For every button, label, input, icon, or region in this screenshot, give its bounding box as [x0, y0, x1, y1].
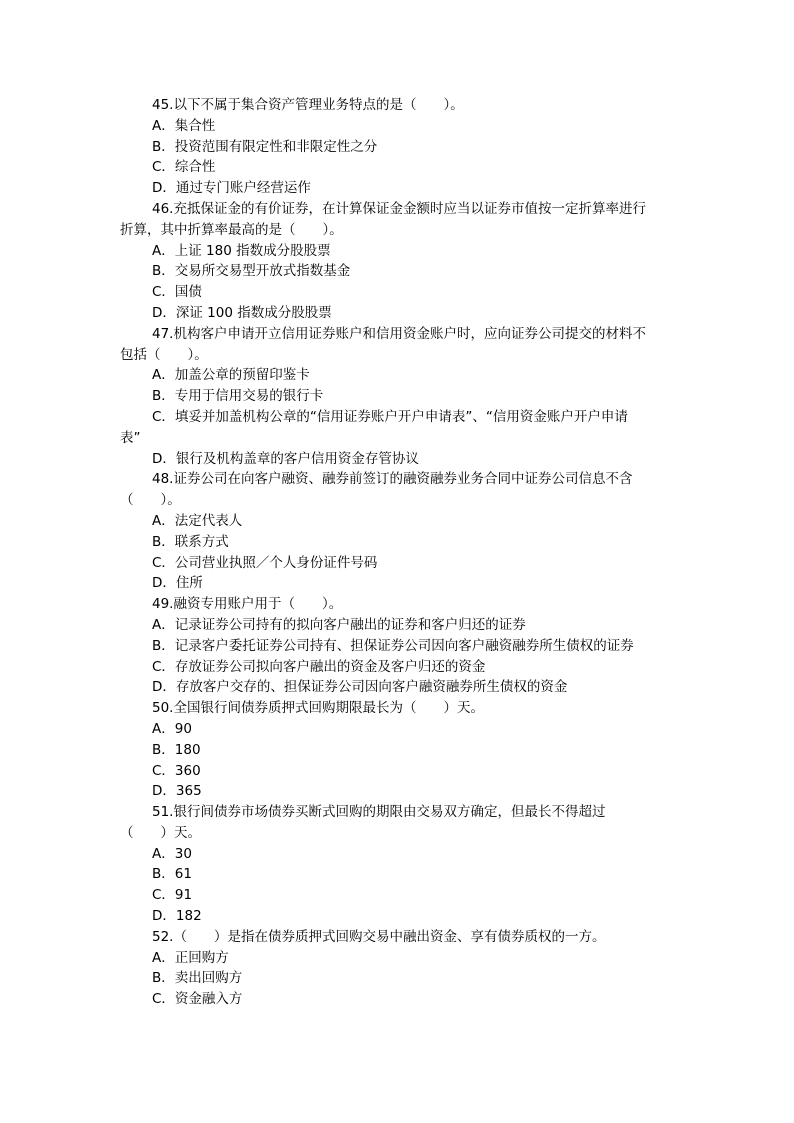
question-46-stem: 46.充抵保证金的有价证券，在计算保证金金额时应当以证券市值按一定折算率进行	[152, 200, 646, 217]
question-48-stem-cont: （ ）。	[120, 492, 181, 509]
question-51-option-a: A．30	[152, 845, 192, 862]
question-47-option-a: A．加盖公章的预留印鉴卡	[152, 367, 310, 384]
question-46-option-a: A．上证 180 指数成分股股票	[152, 242, 331, 259]
question-48-option-c: C．公司营业执照／个人身份证件号码	[152, 554, 378, 571]
question-46-option-c: C．国债	[152, 284, 202, 301]
question-49-option-a: A．记录证券公司持有的拟向客户融出的证券和客户归还的证券	[152, 616, 526, 633]
question-49-option-d: D．存放客户交存的、担保证券公司因向客户融资融券所生债权的资金	[152, 679, 568, 696]
question-45-stem: 45.以下不属于集合资产管理业务特点的是（ ）。	[152, 97, 464, 113]
question-52-option-b: B．卖出回购方	[152, 970, 243, 987]
question-46-stem-cont: 折算，其中折算率最高的是（ ）。	[120, 221, 343, 238]
question-47-option-d: D．银行及机构盖章的客户信用资金存管协议	[152, 450, 419, 467]
question-50-stem: 50.全国银行间债券质押式回购期限最长为（ ）天。	[152, 700, 484, 717]
question-48-option-a: A．法定代表人	[152, 512, 243, 529]
question-47-option-c-cont: 表”	[120, 429, 141, 446]
question-50-option-d: D．365	[152, 783, 202, 800]
question-52-option-c: C．资金融入方	[152, 991, 243, 1008]
question-50-option-b: B．180	[152, 741, 201, 758]
question-45-option-a: A．集合性	[152, 117, 216, 134]
question-49-option-b: B．记录客户委托证券公司持有、担保证券公司因向客户融资融券所生债权的证券	[152, 637, 634, 654]
question-48-stem: 48.证券公司在向客户融资、融券前签订的融资融券业务合同中证券公司信息不含	[152, 471, 633, 488]
question-48-option-b: B．联系方式	[152, 533, 229, 550]
question-46-option-d: D．深证 100 指数成分股股票	[152, 304, 332, 321]
question-47-option-c: C．填妥并加盖机构公章的“信用证券账户开户申请表”、“信用资金账户开户申请	[152, 408, 628, 425]
question-48-option-d: D．住所	[152, 575, 203, 592]
question-49-stem: 49.融资专用账户用于（ ）。	[152, 596, 343, 613]
question-47-option-b: B．专用于信用交易的银行卡	[152, 388, 324, 405]
question-52-stem: 52.（ ）是指在债券质押式回购交易中融出资金、享有债券质权的一方。	[152, 928, 606, 945]
question-45-option-b: B．投资范围有限定性和非限定性之分	[152, 138, 378, 155]
question-51-option-d: D．182	[152, 908, 202, 925]
question-46-option-b: B．交易所交易型开放式指数基金	[152, 263, 351, 280]
question-49-option-c: C．存放证券公司拟向客户融出的资金及客户归还的资金	[152, 658, 486, 675]
question-list	[120, 95, 675, 1010]
question-50-option-a: A．90	[152, 720, 192, 737]
question-51-option-b: B．61	[152, 866, 192, 883]
question-47-stem: 47.机构客户申请开立信用证券账户和信用资金账户时，应向证券公司提交的材料不	[152, 325, 646, 342]
question-51-stem: 51.银行间债券市场债券买断式回购的期限由交易双方确定，但最长不得超过	[152, 804, 606, 821]
question-47-stem-cont: 包括（ ）。	[120, 346, 208, 363]
question-51-option-c: C．91	[152, 887, 193, 904]
question-45-option-c: C．综合性	[152, 159, 216, 176]
question-50-option-c: C．360	[152, 762, 201, 779]
question-51-stem-cont: （ ）天。	[120, 824, 201, 841]
question-52-option-a: A．正回购方	[152, 949, 229, 966]
question-45-option-d: D．通过专门账户经营运作	[152, 180, 311, 197]
